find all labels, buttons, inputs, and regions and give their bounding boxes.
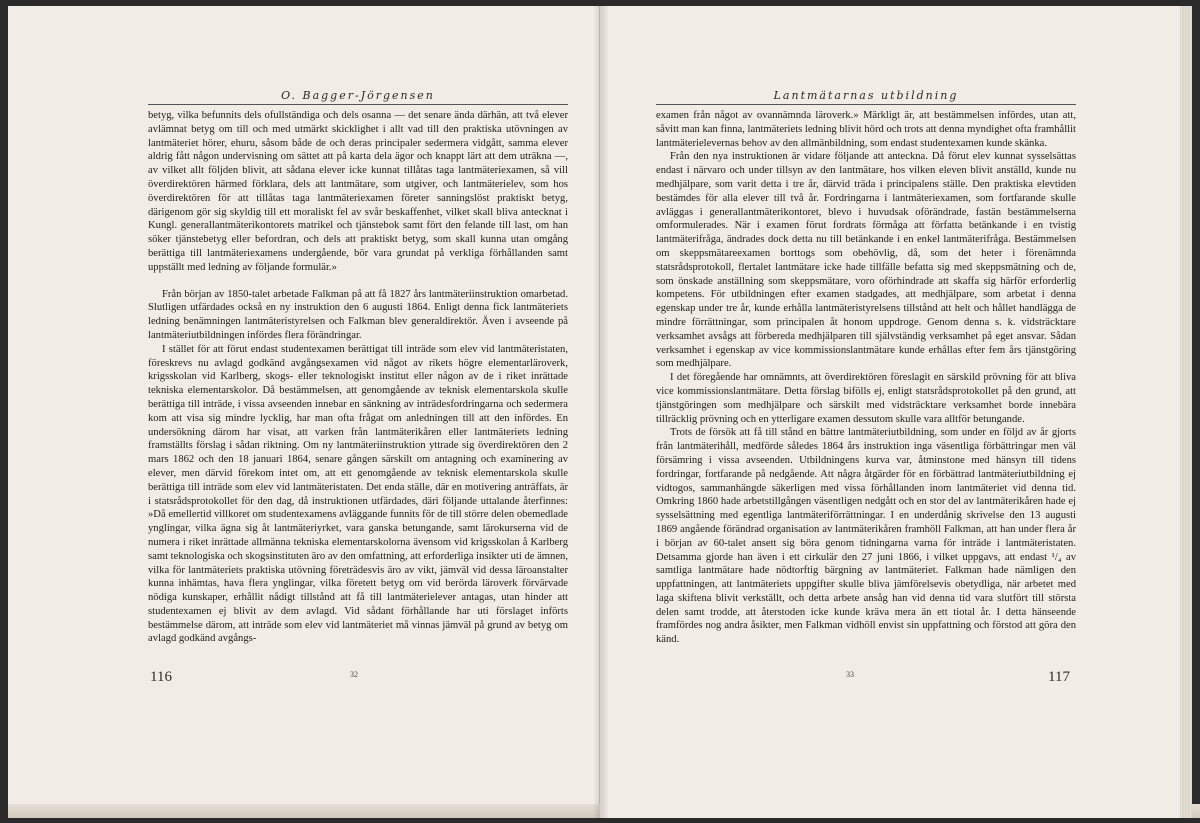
right-body-text [656,109,1076,647]
paragraph: I stället för att förut endast studentexamen berättigat till inträde som elev vid lantmäteristaten, föreskrevs nu avlagd godkänd avgångsexamen vid något av rikets högre elementarläroverk, krigsskolan vid Karlberg, skogs- eller teknologiskt institut eller någon av de i riket inrättade tekniska elementarskolor. Då bestämmelsen, att genomgående av teknisk elementarskola skulle berättiga till inträde, i vissa avseenden innebar en sänkning av inträdesfordringarna och sedermera kom att visa sig mindre lycklig, har man ofta frågat om anledningen till att den infördes. En undersökning därom har visat, att varken från lantmäterikåren eller lantmäteriets ledning framställts förslag i sådan riktning. Om ny lantmäteriinstruktion yttrade sig överdirektören den 2 mars 1862 och den 18 januari 1864, senare gången särskilt om antagning och examinering av elever, men därvid förekom intet om, att ett genomgående av teknisk elementarskola skulle berättiga till inträde som elev vid lantmäteristaten. Det enda ställe, där en motivering anträffats, är i statsrådsprotokollet för den dag, då instruktionen utfärdades, däri följande uttalande återfinnes: »Då emellertid villkoret om studentexamens avläggande funnits för de till större delen obemedlade ynglingar, vilka ägna sig åt lantmäteriyrket, vara ganska betungande, samt lärokurserna vid de numera i riket inrättade allmänna tekniska elementarskolorna ävensom vid krigsskolan å Karlberg samt teknologiska och skogsinstituten äro av den omfattning, att erforderliga insikter uti de ämnen, vilka för lantmäteriets praktiska utövning företrädesvis äro av vikt, jämväl vid dessa läroanstalter kunna inhämtas, hava flera ynglingar, vilka företett betyg om vid berörda läroverk förvärvade nödiga kunskaper, erhållit nådigt tillstånd att få till lantmäterielever antagas, utan hinder att studentexamen ej blivit av dem avlagd. Vid sådant förhållande har uti förslaget införts bestämmelse därom, att inträde som elev vid lantmäteriet må vinnas jämväl på grund av betyg om avlagd godkänd avgångs- [148,343,568,645]
page-edge-bottom-left [8,804,600,818]
right-page [600,6,1192,818]
header-rule-left [148,104,568,105]
paragraph: I det föregående har omnämnts, att överdirektören föreslagit en särskild prövning för att bliva vice kommissionslantmätare. Detta förslag bifölls ej, enligt statsrådsprotokollet på den grund, att tjänstgöringen som medhjälpare och särskilt med vidsträcktare verksamhet borde innebära tillräcklig prövning och en ytterligare examen dessutom skulle vara alltför betungande. [656,372,1076,425]
left-page [8,6,600,818]
page-edge-bottom-right [1192,804,1200,818]
signature-mark-left: 32 [350,670,358,679]
page-number-left: 116 [150,669,172,685]
paragraph: Trots de försök att få till stånd en bättre lantmäteriutbildning, som under en följd av år gjorts från lantmäterihåll, medförde således 1864 års instruktion inga väsentliga förbättringar men väl försämring i vissa avseenden. Utbildningens kurva var, åtminstone med hänsyn till tidens fordringar, fortfarande på nedgående. Att några åtgärder för en förbättrad lantmäteriutbildning ej vidtogos, sammanhängde säkerligen med vissa förhållanden inom lantmäteriet vid denna tid. Omkring 1860 hade arbetstillgången väsentligen nedgått och en stor del av lantmäterikåren hade ej sysselsättning med egentliga lantmäteriförrättningar. I en underdånig skrivelse den 13 augusti 1869 angående förändrad organisation av lantmäterikåren framhöll Falkman, att han under flera år i början av 60-talet ansett sig böra genom tidningarna varna för inträde i lantmäteristaten. Detsamma gjorde han även i ett cirkulär den 27 juni 1866, i vilket uppgavs, att endast ¹/₄ av samtliga lantmätare hade nödtorftig bärgning av lantmäteriet. Falkman hade nämligen den uppfattningen, att lantmäteriets uppgifter skulle bliva jämförelsevis obetydliga, när arbetet med laga skiftena blivit verkställt, och detta arbete ansåg han vid denna tid vara slutfört till största delen samt trodde, att återstoden icke kunde kräva mera än ett tiotal år. I detta hänseende framfördes nog andra åsikter, men Falkman vidhöll envist sin uppfattning och förstod att göra den känd. [656,427,1076,646]
paragraph: Från den nya instruktionen är vidare följande att anteckna. Då förut elev kunnat sysselsättas endast i närvaro och under tillsyn av den lantmätare, hos vilken eleven blivit anställd, kunde nu medhjälpare, som varit detta i tre år, därvid träda i principalens ställe. Den praktiska elevtiden bestämdes för alla elever till två år. Fordringarna i lantmäteriexamen, som fortfarande skulle avläggas i generallantmäterikontoret, blevo i huvudsak oförändrade, fastän bestämmelserna omformulerades. När i examen förut fordrats förmåga att författa betänkande i en tvistig lantmäterifråga, ändrades dock detta nu till betänkande i en enkel lantmäterifråga. Bestämmelsen om skeppsmätareexamen borttogs som obehövlig, då, som det heter i förenämnda statsrådsprotokoll, flertalet lantmätare icke hade tillfälle befatta sig med skeppsmätning och de, som önskade anställning som skeppsmätare, voro oförhindrade att skaffa sig härför erforderlig kompetens. För utbildningen efter examen stadgades, att medhjälpare, som arbetat i denna egenskap under tre år, kunde erhålla lantmäteristyrelsens tillstånd att helt och hållet handlägga de mindre förrättningar, som principalen åt honom uppdroge. Genom denna s. k. vidsträcktare verksamhet avsågs att förbereda medhjälparen till självständig verksamhet på eget ansvar. Sådan verksamhet i egenskap av vice kommissionslantmätare kunde erhållas efter fem års tjänstgöring som medhjälpare. [656,151,1076,370]
paragraph: Från början av 1850-talet arbetade Falkman på att få 1827 års lantmäteriinstruktion omarbetad. Slutligen utfärdades också en ny instruktion den 6 augusti 1864. Enligt denna fick lantmäteriets ledning benämningen lantmäteristyrelsen och Falkman blev generaldirektör. Även i avseende på lantmäteriutbildningen infördes flera förändringar. [148,288,568,341]
header-rule-right [656,104,1076,105]
paragraph: betyg, vilka befunnits dels ofullständiga och dels osanna — det senare ända därhän, att två elever avlämnat betyg om till och med utmärkt skicklighet i allt vad till den praktiska utövningen av lantmäteriet hörer, ehuru, såsom både de och deras principaler sedermera vidgått, samma elever aldrig fått någon undervisning om sättet att på karta dela ägor och knappt lärt att dem uträkna —, av vilket allt följden blivit, att sådana elever icke kunnat tillåtas taga lantmäteriexamen, så vill överdirektören härmed förklara, dels att lantmätare, som utgiver, och lantmäterielev, som hos överdirektören för att tillåtas taga lantmäteriexamen företer sanningslöst praktiskt betyg, därigenom gör sig skyldig till ett moraliskt fel av svår beskaffenhet, vilket skall bliva antecknat i Kungl. generallantmäterikontorets matrikel och tjänstebok samt fört den felande till last, om han söker tjänstebetyg eller befordran, och dels att praktiskt betyg, som skall kunna utan omgång berättiga till lantmäteriexamens undergående, bör vara grundat på verkliga förhållanden samt uppställt med ledning av följande formulär.» [148,110,568,273]
page-edge-right [1180,6,1192,818]
page-number-right: 117 [1048,669,1070,685]
book-spread [8,6,1192,818]
left-body-text [148,109,568,646]
paragraph: examen från något av ovannämnda läroverk.» Märkligt är, att bestämmelsen infördes, utan att, såvitt man kan finna, lantmäteriets ledning blivit hörd och trots att denna myndighet ofta framhållit lantmäterielevernas behov av den allmänbildning, som endast studentexamen kunde skänka. [656,110,1076,149]
running-head-left: O. Bagger-Jörgensen [281,89,435,102]
running-head-right: Lantmätarnas utbildning [773,89,959,102]
signature-mark-right: 33 [846,670,854,679]
book-gutter [594,6,608,818]
